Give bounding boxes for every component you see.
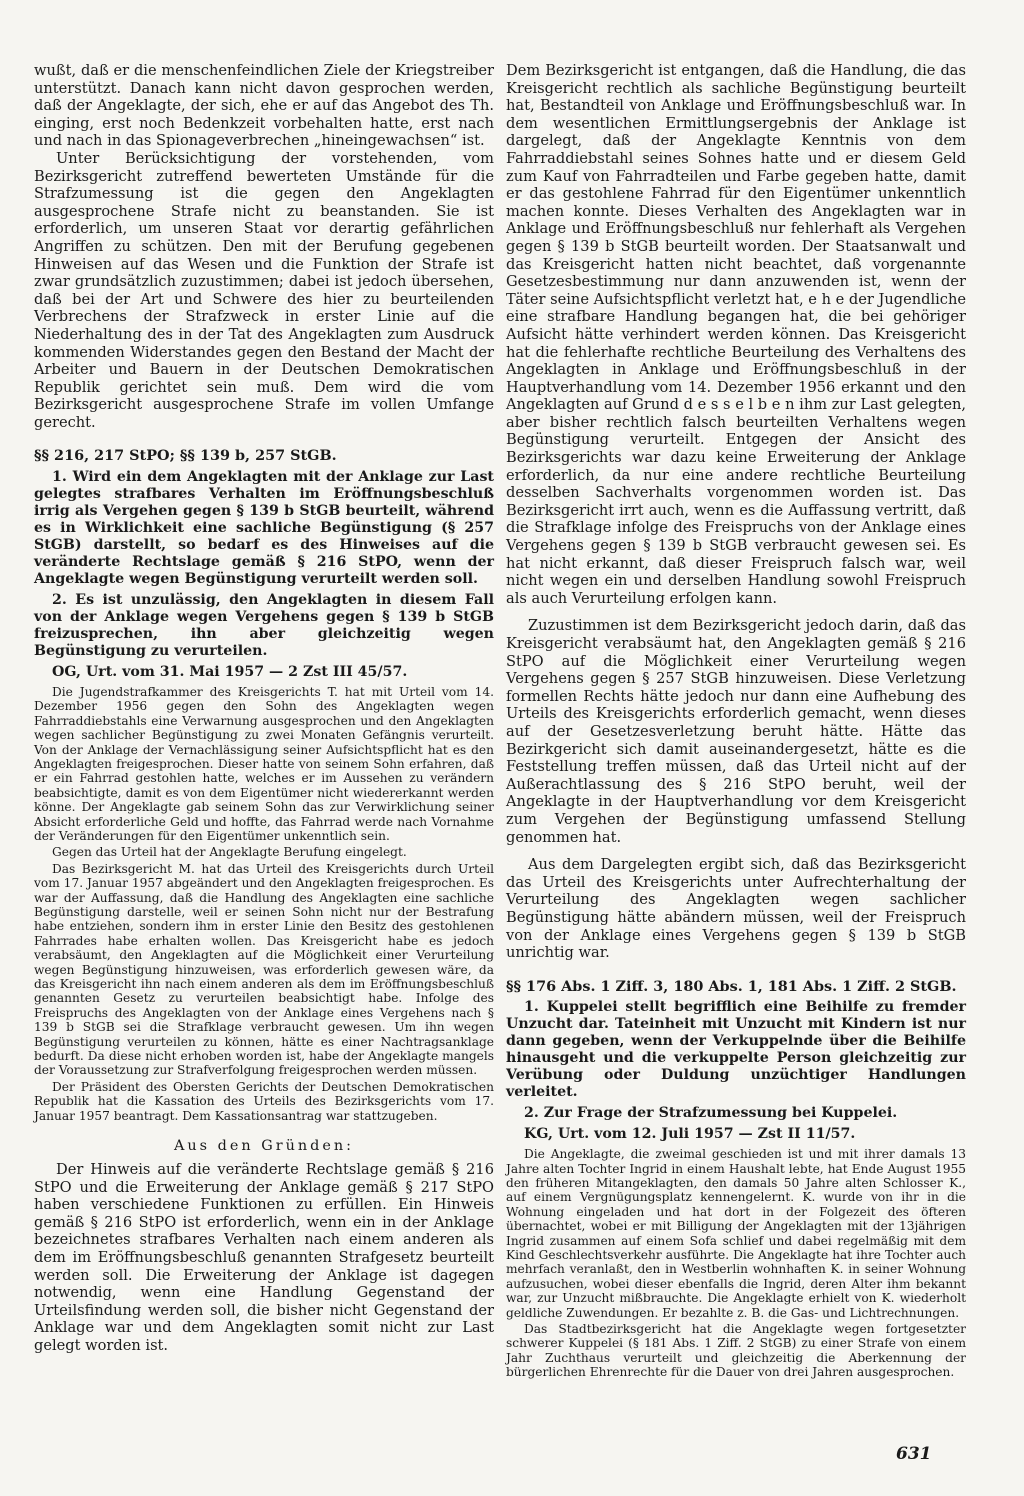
- section-heading: §§ 176 Abs. 1 Ziff. 3, 180 Abs. 1, 181 Abs. 1 Ziff. 2 StGB.: [506, 977, 957, 995]
- facts-paragraph: Die Jugendstrafkammer des Kreisgerichts T. hat mit Urteil vom 14. Dezember 1956 gegen den Sohn des Angeklagten wegen Fahrraddiebstahls eine Verwarnung ausgesprochen und den Angeklagten wegen sachlicher Begünstigung zu zwei Monaten Gefängnis verurteilt. Von der Anklage der Vernachlässigung seiner Aufsichtspflicht hat es den Angeklagten freigesprochen. Dieser hatte von seinem Sohn erfahren, daß er ein Fahrrad gestohlen hatte, welches er im Aussehen zu verändern beabsichtigte, damit es von dem Eigentümer nicht wiedererkannt werden könne. Der Angeklagte gab seinem Sohn das zur Verwirklichung seiner Absicht erforderliche Geld und hoffte, das Fahrrad werde nach Vornahme der Veränderungen für den Eigentümer unkenntlich sein.: [34, 684, 494, 843]
- paragraph: Dem Bezirksgericht ist entgangen, daß die Handlung, die das Kreisgericht rechtlich als sachliche Begünstigung beurteilt hat, Bestandteil von Anklage und Eröffnungsbeschluß war. In dem wesentlichen Ermittlungsergebnis der Anklage ist dargelegt, daß der Angeklagte Kenntnis von dem Fahrraddiebstahl seines Sohnes hatte und er diesem Geld zum Kauf von Fahrradteilen und Farbe gegeben hatte, damit er das gestohlene Fahrrad für den Eigentümer unkenntlich machen konnte. Dieses Verhalten des Angeklagten war in Anklage und Eröffnungsbeschluß nur fehlerhaft als Vergehen gegen § 139 b StGB beurteilt worden. Der Staatsanwalt und das Kreisgericht hatten nicht beachtet, daß vorgenannte Gesetzesbestimmung nur dann anzuwenden ist, wenn der Täter seine Aufsichtspflicht verletzt hat, e h e der Jugendliche eine strafbare Handlung begangen hat, die bei gehöriger Aufsicht hätte verhindert werden können. Das Kreisgericht hat die fehlerhafte rechtliche Beurteilung des Verhaltens des Angeklagten in Anklage und Eröffnungsbeschluß in der Hauptverhandlung vom 14. Dezember 1956 erkannt und den Angeklagten auf Grund d e s s e l b e n ihm zur Last gelegten, aber bisher rechtlich falsch beurteilten Verhaltens wegen Begünstigung verurteilt. Entgegen der Ansicht des Bezirksgerichts war dazu keine Erweiterung der Anklage erforderlich, da nur eine andere rechtliche Beurteilung desselben Sachverhalts vorgenommen worden ist. Das Bezirksgericht irrt auch, wenn es die Auffassung vertritt, daß die Strafklage infolge des Freispruchs von der Anklage eines Vergehens gegen § 139 b StGB verbraucht gewesen sei. Es hat nicht erkannt, daß dieser Freispruch falsch war, weil nicht wegen ein und derselben Handlung sowohl Freispruch als auch Verurteilung erfolgen kann.: [506, 62, 966, 607]
- paragraph: Aus dem Dargelegten ergibt sich, daß das Bezirksgericht das Urteil des Kreisgerichts unter Aufrechterhaltung der Verurteilung des Angeklagten wegen sachlicher Begünstigung hätte abändern müssen, weil der Freispruch von der Anklage eines Vergehens gegen § 139 b StGB unrichtig war.: [506, 856, 966, 962]
- paragraph: Der Hinweis auf die veränderte Rechtslage gemäß § 216 StPO und die Erweiterung der Anklage gemäß § 217 StPO haben verschiedene Funktionen zu erfüllen. Ein Hinweis gemäß § 216 StPO ist erforderlich, wenn ein in der Anklage bezeichnetes strafbares Verhalten nach einem anderen als dem im Eröffnungsbeschluß genannten Strafgesetz beurteilt werden soll. Die Erweiterung der Anklage ist dagegen notwendig, wenn eine Handlung Gegenstand der Urteilsfindung werden soll, die bisher nicht Gegenstand der Anklage war und dem Angeklagten somit nicht zur Last gelegt worden ist.: [34, 1161, 494, 1354]
- facts-paragraph: Die Angeklagte, die zweimal geschieden ist und mit ihrer damals 13 Jahre alten Tochter Ingrid in einem Haushalt lebte, hat Ende August 1955 den früheren Mitangeklagten, den damals 50 Jahre alten Schlosser K., auf einem Vergnügungsplatz kennengelernt. K. wurde von ihr in die Wohnung eingeladen und hat dort in der Folgezeit des öfteren übernachtet, wobei er mit Billigung der Angeklagten mit der 13jährigen Ingrid zusammen auf einem Sofa schlief und dabei regelmäßig mit dem Kind Geschlechtsverkehr ausführte. Die Angeklagte hat ihre Tochter auch mehrfach veranlaßt, den in Westberlin wohnhaften K. in seiner Wohnung aufzusuchen, wobei dieser ebenfalls die Ingrid, deren Alter ihm bekannt war, zur Unzucht mißbrauchte. Die Angeklagte erhielt von K. wiederholt geldliche Zuwendungen. Er bezahlte z. B. die Gas- und Lichtrechnungen.: [506, 1147, 966, 1320]
- paragraph: wußt, daß er die menschenfeindlichen Ziele der Kriegstreiber unterstützt. Danach kann nicht davon gesprochen werden, daß der Angeklagte, der sich, ehe er auf das Angebot des Th. einging, erst noch Bedenkzeit vorbehalten hatte, erst nach und nach in das Spionageverbrechen „hineingewachsen“ ist.: [34, 62, 494, 150]
- reasons-heading: Aus den Gründen:: [174, 1138, 354, 1155]
- page-number: 631: [896, 1444, 932, 1464]
- paragraph: Zuzustimmen ist dem Bezirksgericht jedoch darin, daß das Kreisgericht verabsäumt hat, den Angeklagten gemäß § 216 StPO auf die Möglichkeit einer Verurteilung wegen Vergehens gegen § 257 StGB hinzuweisen. Diese Verletzung formellen Rechts hätte jedoch nur dann eine Aufhebung des Urteils des Kreisgerichts erforderlich gemacht, wenn dieses auf der Gesetzesverletzung beruht hätte. Hätte das Bezirkgericht sich damit auseinandergesetzt, hätte es die Feststellung treffen müssen, daß das Urteil nicht auf der Außerachtlassung des § 216 StPO beruht, weil der Angeklagte in der Hauptverhandlung vor dem Kreisgericht zum Vergehen der Begünstigung umfassend Stellung genommen hat.: [506, 617, 966, 846]
- section-heading: §§ 216, 217 StPO; §§ 139 b, 257 StGB.: [34, 447, 337, 465]
- headnote: 1. Wird ein dem Angeklagten mit der Anklage zur Last gelegtes strafbares Verhalten im Eröffnungsbeschluß irrig als Vergehen gegen § 139 b StGB beurteilt, während es in Wirklichkeit eine sachliche Begünstigung (§ 257 StGB) darstellt, so bedarf es des Hinweises auf die veränderte Rechtslage gemäß § 216 StPO, wenn der Angeklagte wegen Begünstigung verurteilt werden soll.: [34, 468, 494, 587]
- headnote: 2. Es ist unzulässig, den Angeklagten in diesem Fall von der Anklage wegen Vergehens gegen § 139 b StGB freizusprechen, ihn aber gleichzeitig wegen Begünstigung zu verurteilen.: [34, 591, 494, 659]
- facts-paragraph: Das Stadtbezirksgericht hat die Angeklagte wegen fortgesetzter schwerer Kuppelei (§ 181 Abs. 1 Ziff. 2 StGB) zu einer Strafe von einem Jahr Zuchthaus verurteilt und gleichzeitig die Aberkennung der bürgerlichen Ehrenrechte für die Dauer von drei Jahren ausgesprochen.: [506, 1321, 966, 1380]
- facts-paragraph: Das Bezirksgericht M. hat das Urteil des Kreisgerichts durch Urteil vom 17. Januar 1957 abgeändert und den Angeklagten freigesprochen. Es war der Auffassung, daß die Handlung des Angeklagten eine sachliche Begünstigung darstelle, weil er seinen Sohn nicht nur der Bestrafung habe entziehen, sondern ihm in erster Linie den Besitz des gestohlenen Fahrrades habe erhalten wollen. Das Kreisgericht habe es jedoch verabsäumt, den Angeklagten auf die Möglichkeit einer Verurteilung wegen Begünstigung hinzuweisen, was erforderlich gewesen wäre, da das Kreisgericht ihn nach einem anderen als dem im Eröffnungsbeschluß genannten Gesetz zu verurteilen beabsichtigt habe. Infolge des Freispruchs des Angeklagten von der Anklage eines Vergehens nach § 139 b StGB sei die Strafklage verbraucht gewesen. Um ihn wegen Begünstigung verurteilen zu können, hätte es einer Nachtragsanklage bedurft. Da diese nicht erhoben worden ist, habe der Angeklagte mangels der Voraussetzung zur Strafverfolgung freigesprochen werden müssen.: [34, 861, 494, 1078]
- case-reference: KG, Urt. vom 12. Juli 1957 — Zst II 11/57.: [524, 1126, 856, 1143]
- case-reference: OG, Urt. vom 31. Mai 1957 — 2 Zst III 45/57.: [52, 663, 408, 680]
- right-column: [506, 62, 966, 1380]
- headnote: 2. Zur Frage der Strafzumessung bei Kuppelei.: [524, 1105, 898, 1122]
- paragraph: Unter Berücksichtigung der vorstehenden, vom Bezirksgericht zutreffend bewerteten Umstände für die Strafzumessung ist die gegen den Angeklagten ausgesprochene Strafe nicht zu beanstanden. Sie ist erforderlich, um unseren Staat vor derartig gefährlichen Angriffen zu schützen. Den mit der Berufung gegebenen Hinweisen auf das Wesen und die Funktion der Strafe ist zwar grundsätzlich zuzustimmen; dabei ist jedoch übersehen, daß bei der Art und Schwere des hier zu beurteilenden Verbrechens der Strafzweck in erster Linie auf die Niederhaltung des in der Tat des Angeklagten zum Ausdruck kommenden Widerstandes gegen den Bestand der Macht der Arbeiter und Bauern in der Deutschen Demokratischen Republik gerichtet sein muß. Dem wird die vom Bezirksgericht ausgesprochene Strafe im vollen Umfange gerecht.: [34, 149, 494, 431]
- left-column: [34, 62, 494, 1355]
- headnote: 1. Kuppelei stellt begrifflich eine Beihilfe zu fremder Unzucht dar. Tateinheit mit Unzucht mit Kindern ist nur dann gegeben, wenn der Verkuppelnde über die Beihilfe hinausgeht und die verkuppelte Person gleichzeitig zur Verübung oder Duldung unzüchtiger Handlungen verleitet.: [506, 999, 966, 1101]
- facts-paragraph: Der Präsident des Obersten Gerichts der Deutschen Demokratischen Republik hat die Kassation des Urteils des Bezirksgerichts vom 17. Januar 1957 beantragt. Dem Kassationsantrag war stattzugeben.: [34, 1079, 494, 1123]
- facts-paragraph: Gegen das Urteil hat der Angeklagte Berufung eingelegt.: [52, 845, 407, 860]
